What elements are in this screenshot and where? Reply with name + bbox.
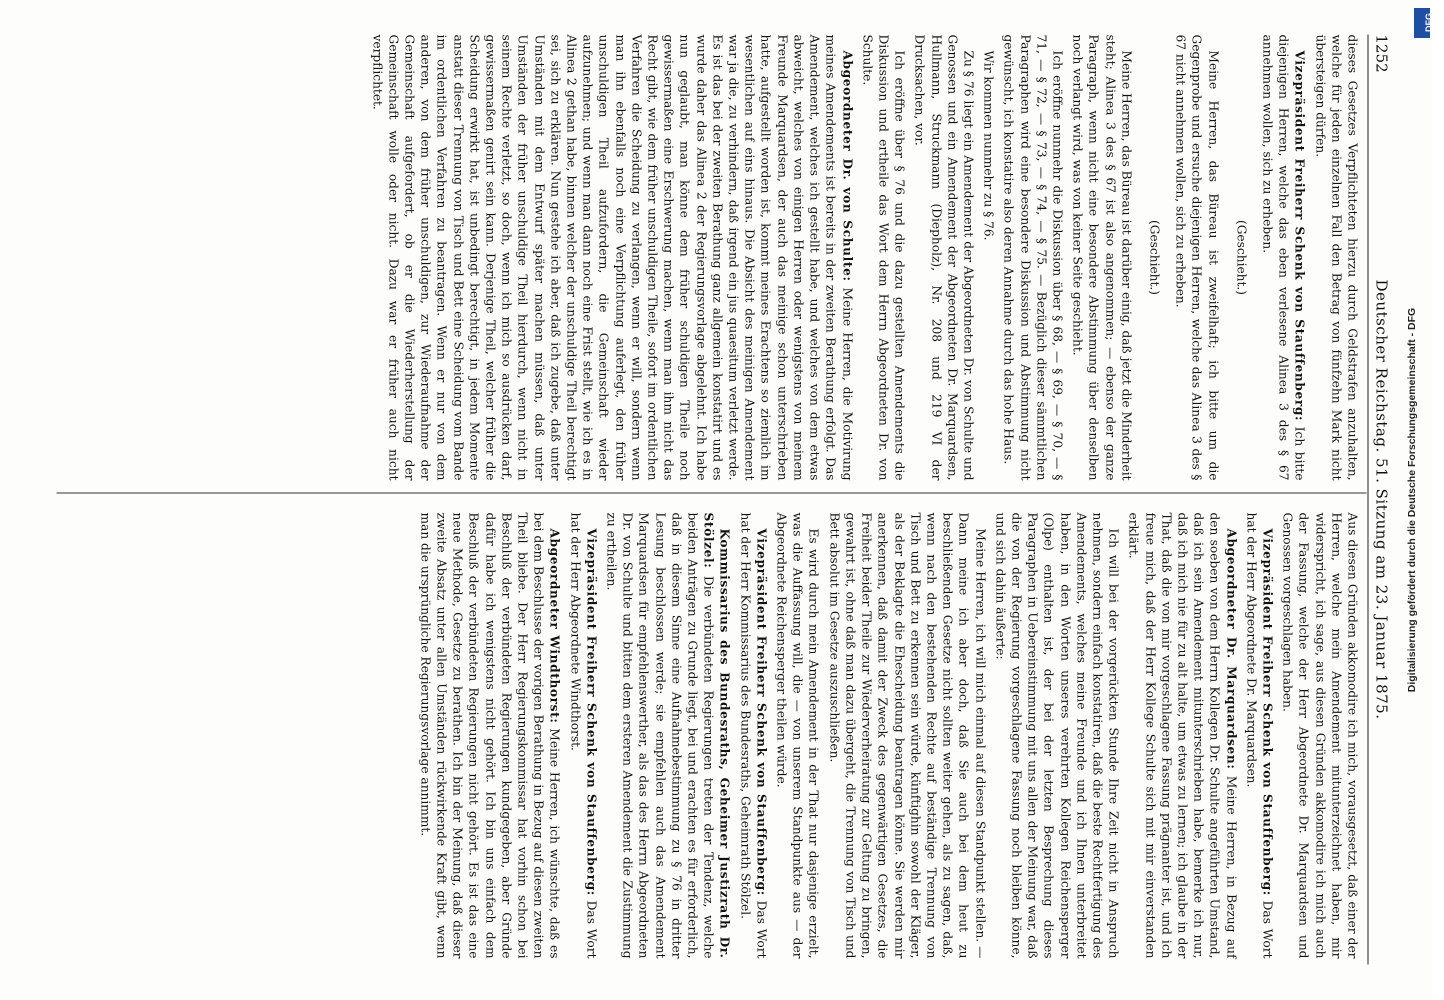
- speech-text: Das Wort hat der Herr Abgeordnete Windthorst.: [568, 512, 599, 959]
- speech-text: Die verbündeten Regierungen treten der Tendenz, welche beiden Anträgen zu Grunde liegt, bei und erachten es für erforderlich, daß in diesem Sinne eine Aufnahmebestimmung zu § 76 in dritter Lesung beschlossen werde; sie empfehlen auch das Amendement Marquardsen für empfehlenswerther, als das des Herrn Abgeordneten Dr. von Schulte und bitten dem ersteren Amendement die Zustimmung zu ertheilen.: [604, 512, 716, 959]
- speech-text: Meine Herren, die Motivirung meines Amendements ist bereits in der zweiten Berathung erfolgt. Das Amendement, welches ich gestellt habe, und welches von dem etwas abweicht, welches von einigen Herren oder wenigstens von meinem Freunde Marquardsen, der auch das meinige schon unterschrieben hatte, aufgestellt worden ist, kommt meines Erachtens so ziemlich im wesentlichen auf eins hinaus. Die Absicht des meinigen Amendement war ja die, zu verhindern, daß irgend ein jus quaesitum verletzt werde. Es ist das bei der zweiten Berathung ganz allgemein konstatirt und es wurde daher das Alinea 2 der Regierungsvorlage abgelehnt. Ich habe nun geglaubt, man könne dem früher schuldigen Theile noch gewissermaßen eine Erschwerung machen, wenn man ihm nicht das Recht gibt, wie dem früher unschuldigen Theile, sofort im ordentlichen Verfahren die Scheidung zu verlangen, wenn er will, sondern wenn man ihn ebenfalls noch eine Verpflichtung auferlegt, den früher unschuldigen Theil aufzufordern, die Gemeinschaft wieder aufzunehmen; und wenn man dann noch eine Frist stellt, wie ich es in Alinea 2 gethan habe, binnen welcher der unschuldige Theil berechtigt sei, sich zu erklären. Nun gestehe ich aber, daß ich zugebe, daß unter Umständen mit dem Entwurf später machen müssen, daß unter Umständen der früher unschuldige Theil hierdurch, wenn nicht in seinem Rechte verletzt, so doch, wenn ich mich so ausdrücken darf, gewissermaßen genirt sein kann. Derjenige Theil, welcher früher die Scheidung erwirkt hat, ist unbedingt berechtigt, in jedem Momente anstatt dieser Trennung von Tisch und Bett eine Scheidung vom Bande im ordentlichen Verfahren zu beantragen. Wenn er nur von dem anderen, von dem früher unschuldigen, zur Wiederaufnahme der Gemeinschaft aufgefordert, ob er die Wiederherstellung der Gemeinschaft wolle oder nicht. Dazu war er früher auch nicht verpflichtet.: [370, 34, 855, 481]
- speech-paragraph: [417, 513, 563, 959]
- header-title: Deutscher Reichstag. 51. Sitzung am 23. Januar 1875.: [1372, 279, 1391, 720]
- speech-paragraph: [1243, 513, 1275, 959]
- speaker-name: Vizepräsident Freiherr Schenk von Stauffenberg:: [1292, 50, 1307, 422]
- document-page: [37, 13, 1397, 988]
- stage-direction: (Geschieht.): [1234, 219, 1249, 296]
- speech-paragraph: [567, 513, 599, 959]
- speaker-name: Vizepräsident Freiherr Schenk von Stauffenberg:: [584, 528, 599, 896]
- paragraph: Zu § 76 liegt ein Amendement der Abgeordneten Dr. von Schulte und Genossen und ein Amendement der Abgeordneten Dr. Marquardsen, Hullmann, Struckmann (Diepholz), Nr. 208 und 219 VI der Drucksachen, vor.: [912, 34, 976, 481]
- speech-paragraph: [737, 513, 769, 959]
- paragraph: Meine Herren, das Büreau ist zweifelhaft; ich bitte um die Gegenprobe und ersuche diejenigen Herren, welche das Alinea 3 des § 67 nicht annehmen wollen, sich zu erheben.: [1173, 34, 1221, 481]
- speech-text: Das Wort hat der Herr Abgeordnete Dr. Marquardsen.: [1244, 512, 1275, 959]
- speaker-name: Abgeordneter Dr. Marquardsen:: [1224, 528, 1239, 770]
- quoted-paragraph: Meine Herren, ich will mich einmal auf diesen Standpunkt stellen. — Dann meine ich aber doch, daß Sie auch bei dem heut zu beschließenden Gesetze nicht sollten weiter gehen, als zu sagen, daß, wenn nach den bestehenden Rechte auf beständige Trennung von Tisch und Bett zu erkennen sein würde, künftighin sowohl der Kläger, als der Beklagte die Ehescheidung beantragen könne. Sie werden mir anerkennen, daß damit der Zweck des gegenwärtigen Gesetzes, die Freiheit beider Theile zur Wiederverheiratung zur Geltung zu bringen, gewahrt ist, ohne daß man dazu übergeht, die Trennung von Tisch und Bett absolut im Gesetze auszuschließen.: [827, 512, 988, 959]
- paragraph: Ich eröffne nunmehr die Diskussion über § 68, — § 69, — § 70, — § 71, — § 72, — § 73, — § 74, — § 75. — Bezüglich dieser sämmtlichen Paragraphen wird eine besondere Diskussion und Abstimmung nicht gewünscht, ich konstatire also deren Annahme durch das hohe Haus.: [1001, 34, 1065, 481]
- paragraph: dieses Gesetzes Verpflichteten hierzu durch Geldstrafen anzuhalten, welche für jeden einzelnen Fall den Betrag von fünfzehn Mark nicht übersteigen dürfen.: [1313, 34, 1360, 481]
- speaker-name: Abgeordneter Windthorst:: [547, 528, 562, 724]
- stage-direction: (Geschieht.): [1147, 219, 1162, 296]
- digitization-note: Digitalisierung gefördert durch die Deutsche Forschungsgemeinschaft - DFG: [1406, 307, 1418, 693]
- speech-paragraph: [1259, 35, 1308, 481]
- speaker-name: Vizepräsident Freiherr Schenk von Stauffenberg:: [754, 528, 769, 896]
- dfg-logo: DFG: [1414, 8, 1430, 38]
- speech-text: Meine Herren, in Bezug auf den soeben von dem Herrn Kollegen Dr. Schulte angeführten Umstand, daß ich sein Amendement mitunterschrieben habe, bemerke ich nur, daß ich mich nie für zu alt halte, um etwas zu lernen; ich glaube in der That, daß die von mir vorgeschlagene Fassung prägnanter ist, und ich freue mich, daß der Herr Kollege Schulte sich mit mir einverstanden erklärt.: [1126, 512, 1239, 959]
- speech-text: Ich bitte diejenigen Herren, welche das eben verlesene Alinea 3 des § 67 annehmen wollen, sich zu erheben.: [1260, 34, 1307, 481]
- paragraph: Aus diesen Gründen akkomodire ich mich, vorausgesetzt, daß einer der Herren, welche mein Amendement mitunterzeichnet haben, mir widerspricht, ich sage, aus diesen Gründen akkomodire ich mich auch der Fassung, welche der Herr Abgeordnete Dr. Marquardsen und Genossen vorgeschlagen haben.: [1280, 512, 1360, 959]
- speech-paragraph: [1126, 513, 1239, 959]
- speaker-name: Vizepräsident Freiherr Schenk von Stauffenberg:: [1260, 528, 1275, 896]
- page-number: 1252: [1372, 34, 1391, 73]
- paragraph: Es wird durch mein Amendement in der That nur dasjenige erzielt, was die Auffassung will, die — von unserem Standpunkte aus — der Abgeordnete Reichensperger theilen würde.: [774, 512, 821, 959]
- paragraph: Ich will bei der vorgerückten Stunde Ihre Zeit nicht in Anspruch nehmen, sondern einfach konstatiren, daß die beste Rechtfertigung des Amendements, welches meine Freunde und ich Ihnen unterbreitet haben, in den Worten unseres verehrten Kollegen Reichensperger (Olpe) enthalten ist, der bei der letzten Besprechung dieses Paragraphen in Uebereinstimmung mit uns allen der Meinung war, daß die von der Regierung vorgeschlagene Fassung noch bleiben könne, und sich dahin äußerte:: [993, 512, 1121, 959]
- column-divider: [57, 493, 1367, 494]
- speech-text: Meine Herren, ich wünschte, daß es bei dem Beschlusse der vorigen Berathung in Bezug auf diesen zweiten Theil bliebe. Der Herr Regierungskommissar hat vorhin schon bei Beschluß der verbündeten Regierungen kundgegeben, aber Gründe dafür habe ich wenigstens nicht gehört. Ich bin uns einfach dem Beschluß der verbündeten Regierungen nicht gehört. Es ist das eine neue Methode, Gesetze zu berathen. Ich bin der Meinung, daß dieser zweite Absatz unter allen Umständen rückwirkende Kraft gibt, wenn man die ursprüngliche Regierungsvorlage annimmt.: [418, 512, 562, 959]
- right-column: [61, 513, 1361, 959]
- paragraph: Ich eröffne über § 76 und die dazu gestellten Amendements die Diskussion und ertheile das Wort dem Herrn Abgeordneten Dr. von Schulte.: [860, 34, 907, 481]
- speaker-name: Kommissarius des Bundesraths, Geheimer Justizrath Dr. Stölzel:: [701, 512, 732, 959]
- speech-paragraph: [603, 513, 733, 959]
- speaker-name: Abgeordneter Dr. von Schulte:: [840, 50, 855, 282]
- speech-text: Das Wort hat der Herr Kommissarius des Bundesraths, Geheimrath Stölzel.: [738, 512, 769, 959]
- speech-paragraph: [369, 35, 855, 481]
- paragraph: Wir kommen nunmehr zu § 76.: [981, 50, 996, 241]
- page-header: [1368, 35, 1395, 965]
- left-column: [61, 35, 1361, 481]
- paragraph: Meine Herren, das Büreau ist darüber einig, daß jetzt die Minderheit steht; Alinea 3 des § 67 ist also angenommen; — ebenso der ganze Paragraph, wenn nicht eine besondere Abstimmung über denselben noch verlangt wird, was von keiner Seite geschieht.: [1070, 34, 1134, 481]
